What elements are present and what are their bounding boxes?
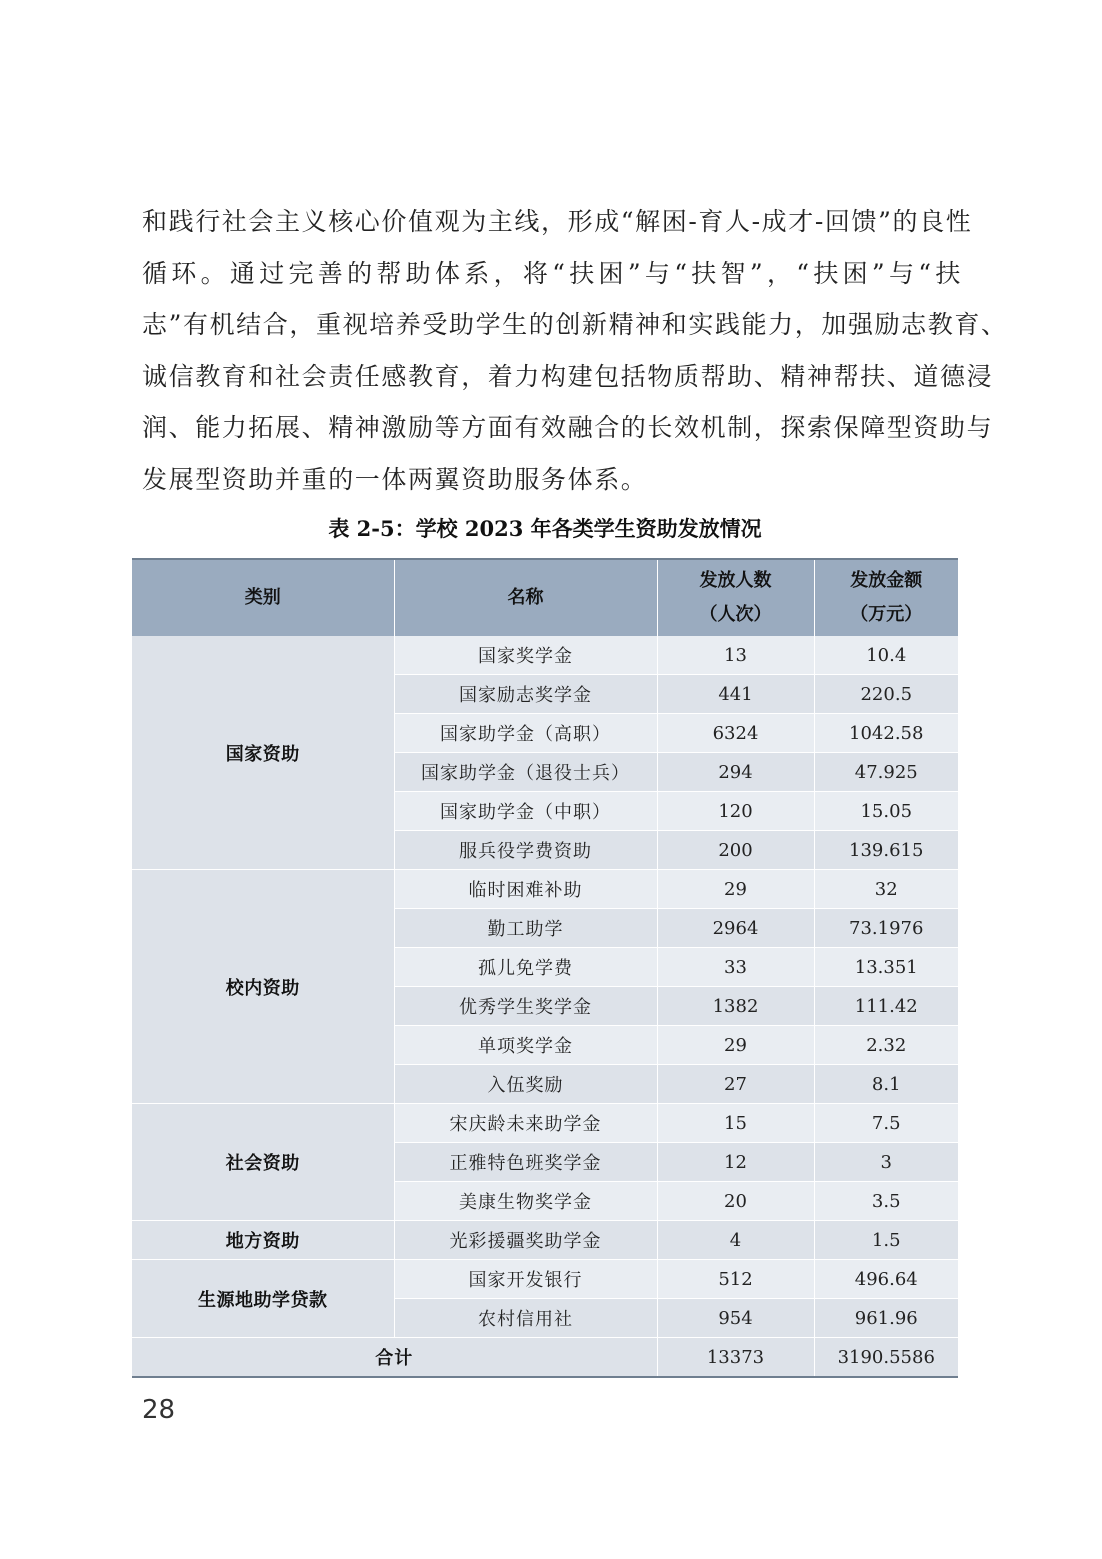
body-line: 志”有机结合，重视培养受助学生的创新精神和实践能力，加强励志教育、 (142, 310, 1008, 339)
aid-count: 441 (657, 675, 814, 714)
aid-amount: 15.05 (814, 792, 958, 831)
aid-count: 120 (657, 792, 814, 831)
aid-name: 正雅特色班奖学金 (394, 1143, 657, 1182)
aid-name: 优秀学生奖学金 (394, 987, 657, 1026)
table-row (132, 1260, 958, 1299)
aid-amount: 139.615 (814, 831, 958, 870)
aid-amount: 73.1976 (814, 909, 958, 948)
table-row (132, 1221, 958, 1260)
total-row (132, 1338, 958, 1378)
category-cell: 国家资助 (132, 636, 394, 870)
aid-name: 入伍奖励 (394, 1065, 657, 1104)
aid-count: 2964 (657, 909, 814, 948)
aid-amount: 496.64 (814, 1260, 958, 1299)
aid-amount: 7.5 (814, 1104, 958, 1143)
header-name: 名称 (394, 559, 657, 636)
aid-amount: 2.32 (814, 1026, 958, 1065)
aid-amount: 3 (814, 1143, 958, 1182)
header-category: 类别 (132, 559, 394, 636)
student-aid-table (132, 558, 958, 1378)
aid-name: 单项奖学金 (394, 1026, 657, 1065)
header-count (657, 559, 814, 636)
aid-name: 国家励志奖学金 (394, 675, 657, 714)
aid-count: 27 (657, 1065, 814, 1104)
header-amount-title: 发放金额 (850, 570, 923, 591)
aid-count: 15 (657, 1104, 814, 1143)
aid-name: 国家开发银行 (394, 1260, 657, 1299)
total-count: 13373 (657, 1338, 814, 1378)
body-line: 和践行社会主义核心价值观为主线，形成“解困-育人-成才-回馈”的良性 (142, 207, 973, 236)
aid-name: 临时困难补助 (394, 870, 657, 909)
table-caption: 表 2-5：学校 2023 年各类学生资助发放情况 (328, 516, 762, 541)
aid-amount: 3.5 (814, 1182, 958, 1221)
aid-count: 1382 (657, 987, 814, 1026)
aid-name: 国家奖学金 (394, 636, 657, 675)
total-amount: 3190.5586 (814, 1338, 958, 1378)
aid-amount: 10.4 (814, 636, 958, 675)
aid-amount: 47.925 (814, 753, 958, 792)
header-amount-unit: （万元） (850, 604, 923, 625)
body-line: 循环。通过完善的帮助体系，将“扶困”与“扶智”，“扶困”与“扶 (142, 258, 962, 288)
aid-count: 13 (657, 636, 814, 675)
aid-amount: 32 (814, 870, 958, 909)
category-cell: 社会资助 (132, 1104, 394, 1221)
aid-count: 12 (657, 1143, 814, 1182)
aid-amount: 8.1 (814, 1065, 958, 1104)
aid-count: 200 (657, 831, 814, 870)
aid-amount: 220.5 (814, 675, 958, 714)
aid-name: 国家助学金（中职） (394, 792, 657, 831)
category-cell: 校内资助 (132, 870, 394, 1104)
aid-name: 国家助学金（退役士兵） (394, 753, 657, 792)
aid-name: 农村信用社 (394, 1299, 657, 1338)
aid-count: 512 (657, 1260, 814, 1299)
aid-count: 29 (657, 1026, 814, 1065)
aid-amount: 1042.58 (814, 714, 958, 753)
category-cell: 生源地助学贷款 (132, 1260, 394, 1338)
table-row (132, 636, 958, 675)
aid-count: 29 (657, 870, 814, 909)
aid-amount: 961.96 (814, 1299, 958, 1338)
body-paragraph (142, 196, 1008, 505)
total-label: 合计 (132, 1338, 657, 1378)
aid-count: 6324 (657, 714, 814, 753)
header-count-unit: （人次） (699, 604, 772, 625)
aid-count: 33 (657, 948, 814, 987)
aid-name: 宋庆龄未来助学金 (394, 1104, 657, 1143)
aid-count: 20 (657, 1182, 814, 1221)
table-row (132, 1104, 958, 1143)
body-line: 润、能力拓展、精神激励等方面有效融合的长效机制，探索保障型资助与 (142, 413, 994, 442)
aid-name: 国家助学金（高职） (394, 714, 657, 753)
page-number: 28 (142, 1395, 176, 1425)
aid-name: 美康生物奖学金 (394, 1182, 657, 1221)
aid-amount: 1.5 (814, 1221, 958, 1260)
header-amount (814, 559, 958, 636)
table-row (132, 870, 958, 909)
header-count-title: 发放人数 (699, 570, 772, 591)
aid-amount: 13.351 (814, 948, 958, 987)
aid-count: 4 (657, 1221, 814, 1260)
body-line: 诚信教育和社会责任感教育，着力构建包括物质帮助、精神帮扶、道德浸 (142, 361, 994, 391)
aid-name: 服兵役学费资助 (394, 831, 657, 870)
category-cell: 地方资助 (132, 1221, 394, 1260)
aid-name: 光彩援疆奖助学金 (394, 1221, 657, 1260)
aid-name: 勤工助学 (394, 909, 657, 948)
aid-count: 954 (657, 1299, 814, 1338)
aid-name: 孤儿免学费 (394, 948, 657, 987)
table-header-row (132, 559, 958, 636)
aid-count: 294 (657, 753, 814, 792)
body-line: 发展型资助并重的一体两翼资助服务体系。 (142, 464, 648, 494)
aid-amount: 111.42 (814, 987, 958, 1026)
